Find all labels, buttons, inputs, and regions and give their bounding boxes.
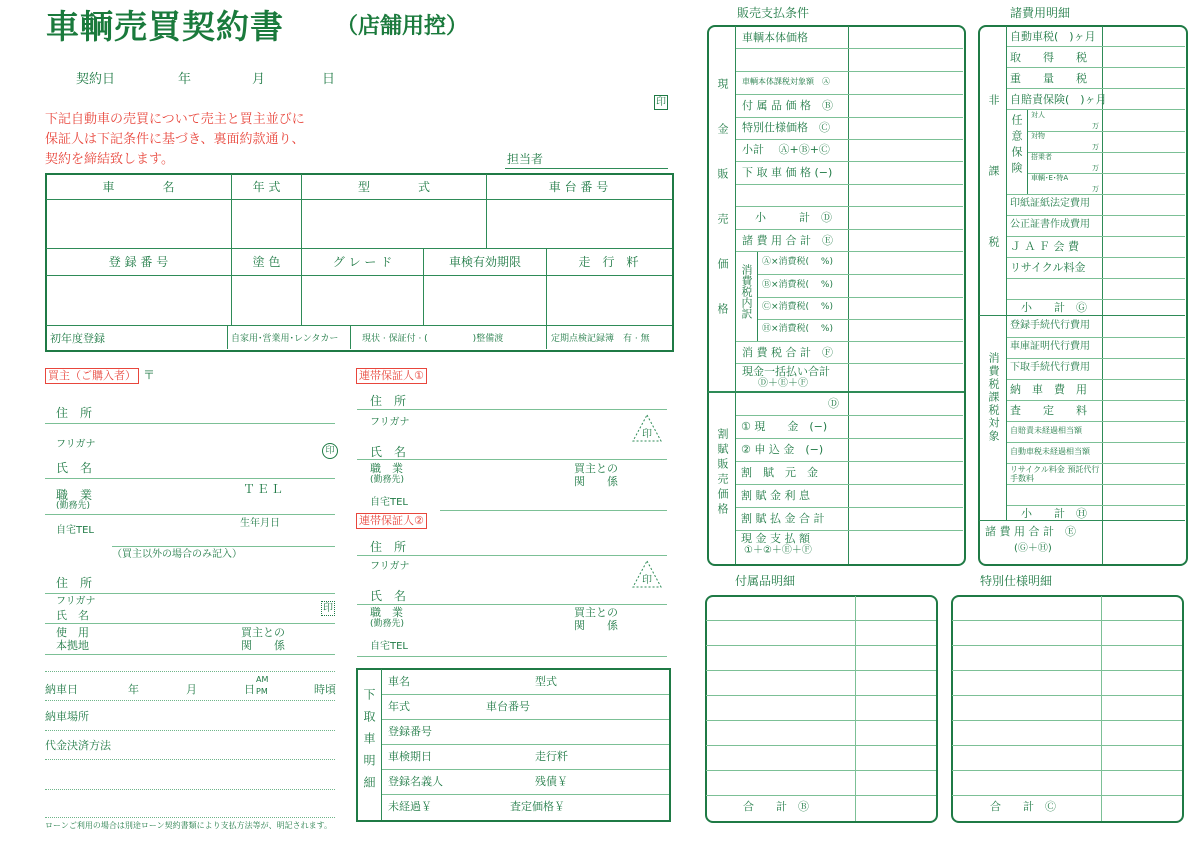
accessories-title: 付属品明細: [735, 574, 796, 588]
user-base-label-1: 使 用: [56, 626, 89, 639]
postal-mark: 〒: [143, 368, 156, 382]
guarantor1-furigana-label: フリガナ: [370, 417, 410, 428]
subtotal-d-label: 小 計 Ⓓ: [755, 211, 832, 224]
tradein-car-name-label: 車名: [388, 675, 410, 688]
buyer-name-line[interactable]: [45, 478, 335, 479]
field-grade[interactable]: [303, 277, 422, 324]
usage-type-options[interactable]: 自家用･営業用･レンタカー: [231, 334, 339, 344]
installment-deposit-label: ② 申 込 金 (−): [741, 443, 824, 456]
delivery-date-label: 納車日: [45, 683, 78, 696]
buyer-furigana-label: フリガナ: [56, 439, 96, 450]
divider: [45, 730, 335, 731]
user-address-line[interactable]: [45, 593, 335, 594]
accessory-price-label: 付 属 品 価 格 Ⓑ: [742, 99, 833, 112]
guarantor2-relation-label-2: 関 係: [574, 619, 618, 632]
contract-date-label: 契約日: [76, 72, 116, 87]
buyer-address-line[interactable]: [45, 423, 335, 424]
cash-payment-label: 現 金 支 払 額: [741, 532, 810, 545]
buyer-home-tel-line[interactable]: [112, 546, 335, 547]
header-model-type: 型 式: [357, 180, 430, 194]
guarantor2-home-tel-label: 自宅TEL: [370, 641, 408, 652]
accessories-entry-area[interactable]: [707, 597, 932, 794]
installment-interest-label: 割 賦 金 利 息: [741, 489, 810, 502]
delivery-year[interactable]: 年: [128, 683, 139, 696]
divider: [1006, 26, 1007, 316]
user-relation-label-1: 買主との: [241, 626, 285, 639]
insurance-property-unit: 万: [1092, 143, 1099, 151]
notice-line: 契約を締結致します。: [45, 152, 174, 167]
subtotal-h-label: 小 計 Ⓗ: [1021, 507, 1087, 520]
delivery-fee-label: 納 車 費 用: [1010, 383, 1087, 396]
delivery-day[interactable]: 日: [244, 683, 255, 696]
user-name-label: 氏 名: [56, 609, 89, 622]
buyer-home-tel-label: 自宅TEL: [56, 525, 94, 536]
recycling-fee-label: リサイクル料金: [1010, 261, 1086, 274]
payment-method-label: 代金決済方法: [45, 739, 111, 752]
stamp-fees-label: 印紙証紙法定費用: [1010, 198, 1090, 209]
notary-fee-label: 公正証書作成費用: [1010, 219, 1090, 230]
guarantor1-tag: 連帯保証人①: [356, 368, 427, 384]
delivery-time-label: 時頃: [314, 683, 336, 696]
divider: [46, 275, 672, 276]
contract-date-year[interactable]: 年: [178, 72, 192, 87]
guarantor1-home-tel-line[interactable]: [440, 510, 667, 511]
header-inspection-expiry: 車検有効期限: [448, 255, 521, 269]
svg-text:印: 印: [642, 429, 652, 440]
tradein-table: [356, 668, 671, 822]
tradein-procedure-fee-label: 下取手続代行費用: [1010, 362, 1090, 373]
divider: [46, 248, 672, 249]
delivery-month[interactable]: 月: [186, 683, 197, 696]
insurance-bodily-label: 対人: [1031, 111, 1045, 119]
guarantor2-name-label: 氏 名: [370, 589, 407, 603]
user-seal-box: 印: [323, 603, 333, 614]
tradein-price-label: 下 取 車 価 格 (−): [742, 166, 833, 179]
guarantor2-seal-icon: [632, 560, 662, 588]
installment-total-label: 割 賦 払 金 合 計: [741, 512, 825, 525]
guarantor1-seal-icon: [632, 414, 662, 442]
user-section-note: （買主以外の場合のみ記入）: [112, 549, 242, 560]
vehicle-base-price-label: 車輌本体価格: [742, 31, 808, 44]
guarantor2-relation-label-1: 買主との: [574, 606, 618, 619]
vehicle-taxable-amount-label: 車輌本体課税対象額 Ⓐ: [742, 77, 830, 86]
cash-price-side-label: 現金販売価格: [716, 78, 729, 348]
notice-line: 下記自動車の売買について売主と買主並びに: [45, 112, 305, 127]
tradein-unexpired-label: 未経過￥: [388, 800, 432, 813]
divider: [45, 759, 335, 760]
acquisition-tax-label: 取 得 税: [1010, 51, 1087, 64]
guarantor2-tag: 連帯保証人②: [356, 513, 427, 529]
tradein-registration-label: 登録番号: [388, 725, 432, 738]
divider: [227, 325, 228, 349]
divider: [382, 769, 669, 770]
guarantor1-occupation-label: 職 業: [370, 462, 403, 475]
guarantor1-address-line[interactable]: [357, 409, 667, 410]
buyer-workplace-label: (勤務先): [56, 501, 91, 511]
buyer-seal-icon: 印: [322, 443, 338, 459]
divider: [382, 794, 669, 795]
appraisal-fee-label: 査 定 料: [1010, 404, 1087, 417]
first-registration-label: 初年度登録: [50, 332, 105, 345]
special-spec-total-label: 合 計 Ⓒ: [990, 800, 1056, 813]
buyer-tel-label: ＴＥＬ: [243, 482, 286, 496]
delivery-pm[interactable]: PM: [256, 687, 268, 696]
field-car-name[interactable]: [47, 201, 230, 247]
seller-stamp-box: 印: [656, 97, 666, 108]
cash-payment-formula: ①＋②＋Ⓔ＋Ⓕ: [744, 545, 812, 556]
installment-cash-label: ① 現 金 (−): [741, 420, 828, 433]
insurance-vehicle-unit: 万: [1092, 185, 1099, 193]
tax-b-label: Ⓑ×消費税( %): [762, 280, 833, 290]
taxable-side-label: 消費税課税対象: [987, 352, 1000, 443]
guarantor2-name-line[interactable]: [357, 604, 667, 605]
guarantor2-home-tel-line[interactable]: [357, 656, 667, 657]
guarantor1-address-label: 住 所: [370, 394, 407, 408]
user-relation-label-2: 関 係: [241, 639, 285, 652]
insurance-passenger-unit: 万: [1092, 164, 1099, 172]
tradein-model-label: 型式: [535, 675, 557, 688]
nontax-side-label: 非課税: [987, 94, 1000, 307]
divider: [546, 325, 547, 349]
delivery-am[interactable]: AM: [256, 675, 269, 684]
guarantor1-relation-label-1: 買主との: [574, 462, 618, 475]
guarantor1-name-line[interactable]: [357, 459, 667, 460]
registration-fee-label: 登録手続代行費用: [1010, 320, 1090, 331]
guarantor2-occupation-label: 職 業: [370, 606, 403, 619]
cash-total-label: 現金一括払い合計: [742, 365, 830, 378]
tradein-side-label: 下取車明細: [362, 688, 376, 798]
tax-a-label: Ⓐ×消費税( %): [762, 257, 833, 267]
divider: [1006, 316, 1007, 520]
contract-date-day[interactable]: 日: [322, 72, 336, 87]
guarantor2-address-label: 住 所: [370, 540, 407, 554]
user-address-label: 住 所: [56, 576, 93, 590]
divider: [46, 199, 672, 200]
tradein-year-label: 年式: [388, 700, 410, 713]
recycling-deposit-fee-label: リサイクル料金 預託代行手数料: [1010, 465, 1100, 483]
auto-tax-label: 自動車税( )ヶ月: [1010, 30, 1096, 43]
tradein-mileage-label: 走行粁: [535, 750, 568, 763]
maintenance-record-options[interactable]: 定期点検記録簿 有 · 無: [551, 334, 650, 344]
sales-terms-value-column[interactable]: [850, 27, 960, 560]
divider: [45, 817, 335, 818]
staff-underline[interactable]: [505, 168, 668, 169]
buyer-occupation-line[interactable]: [45, 514, 335, 515]
guarantor2-furigana-label: フリガナ: [370, 561, 410, 572]
tradein-chassis-label: 車台番号: [486, 700, 530, 713]
buyer-birthdate-label: 生年月日: [240, 518, 280, 529]
guarantor1-name-label: 氏 名: [370, 445, 407, 459]
tradein-appraisal-label: 査定価格￥: [510, 800, 565, 813]
cash-total-formula: Ⓓ＋Ⓔ＋Ⓕ: [758, 378, 808, 389]
divider: [45, 700, 335, 701]
garage-cert-fee-label: 車庫証明代行費用: [1010, 341, 1090, 352]
divider: [45, 671, 335, 672]
fees-value-column[interactable]: [1104, 27, 1182, 560]
auto-tax-unexpired-label: 自動車税未経過相当額: [1010, 447, 1090, 456]
tradein-owner-label: 登録名義人: [388, 775, 443, 788]
header-mileage: 走 行 粁: [578, 255, 639, 269]
header-grade: グ レ ー ド: [332, 255, 393, 269]
tradein-inspection-label: 車検期日: [388, 750, 432, 763]
divider: [706, 795, 936, 796]
tax-h-label: Ⓗ×消費税( %): [762, 324, 833, 334]
header-model-year: 年 式: [252, 180, 281, 194]
installment-principal-label: 割 賦 元 金: [741, 466, 818, 479]
divider: [350, 325, 351, 349]
field-paint-color[interactable]: [233, 277, 300, 324]
voluntary-insurance-side-label: 任意保険: [1010, 114, 1023, 178]
divider: [45, 789, 335, 790]
tax-total-f-label: 消 費 税 合 計 Ⓕ: [742, 346, 833, 359]
user-name-line[interactable]: [45, 623, 335, 624]
field-inspection-expiry[interactable]: [425, 277, 545, 324]
special-spec-title: 特別仕様明細: [980, 574, 1053, 588]
installment-d-label: Ⓓ: [828, 397, 839, 410]
subtotal-g-label: 小 計 Ⓖ: [1021, 301, 1087, 314]
guarantor1-workplace-label: (勤務先): [370, 475, 405, 485]
header-registration-number: 登 録 番 号: [108, 255, 169, 269]
tax-breakdown-side-label: 消費税内訳: [740, 264, 753, 319]
user-base-line[interactable]: [45, 654, 335, 655]
field-model-type[interactable]: [303, 201, 485, 247]
special-spec-price-label: 特別仕様価格 Ⓒ: [742, 121, 830, 134]
divider: [382, 694, 669, 695]
header-chassis-number: 車 台 番 号: [548, 180, 609, 194]
fees-title: 諸費用明細: [1010, 6, 1071, 20]
user-furigana-label: フリガナ: [56, 596, 96, 607]
user-base-label-2: 本拠地: [56, 639, 89, 652]
guarantor2-address-line[interactable]: [357, 555, 667, 556]
fees-total-formula: (Ⓖ＋Ⓗ): [1014, 543, 1052, 554]
compulsory-insurance-label: 自賠責保険( )ヶ月: [1010, 93, 1107, 106]
loan-note: ローンご利用の場合は別途ローン契約書類により支払方法等が、明記されます。: [45, 821, 333, 830]
guarantor1-relation-label-2: 関 係: [574, 475, 618, 488]
header-paint-color: 塗 色: [252, 255, 281, 269]
guarantor2-workplace-label: (勤務先): [370, 619, 405, 629]
insurance-vehicle-label: 車輌･E･特A: [1031, 174, 1069, 182]
fees-total-e-label: 諸 費 用 合 計 Ⓔ: [742, 234, 833, 247]
buyer-address-label: 住 所: [56, 406, 93, 420]
header-car-name: 車 名: [102, 180, 175, 194]
guarantor1-home-tel-label: 自宅TEL: [370, 497, 408, 508]
tax-c-label: Ⓒ×消費税( %): [762, 302, 833, 312]
field-registration-number[interactable]: [47, 277, 230, 324]
document-title: 車輌売買契約書: [46, 7, 284, 46]
accessories-total-label: 合 計 Ⓑ: [743, 800, 809, 813]
insurance-property-label: 対物: [1031, 132, 1045, 140]
sales-terms-title: 販売支払条件: [737, 6, 810, 20]
field-mileage[interactable]: [548, 277, 669, 324]
field-chassis-number[interactable]: [488, 201, 669, 247]
divider: [952, 795, 1182, 796]
compulsory-insurance-unexpired-label: 自賠責未経過相当額: [1010, 426, 1082, 435]
insurance-bodily-unit: 万: [1092, 122, 1099, 130]
buyer-tag: 買主（ご購入者）: [45, 368, 139, 384]
staff-label: 担当者: [507, 152, 544, 166]
insurance-passenger-label: 搭乗者: [1031, 153, 1052, 161]
condition-options[interactable]: 現状 · 保証付 · ( )整備渡: [362, 334, 504, 344]
fees-total-label: 諸 費 用 合 計 Ⓔ: [985, 525, 1076, 538]
jaf-fee-label: Ｊ Ａ Ｆ 会 費: [1010, 240, 1079, 253]
notice-line: 保証人は下記条件に基づき、裏面約款通り、: [45, 132, 305, 147]
contract-notice: [45, 110, 305, 170]
subtotal-abc-label: 小計 Ⓐ+Ⓑ+Ⓒ: [742, 143, 830, 156]
divider: [46, 325, 672, 326]
installment-side-label: 割賦販売価格: [716, 428, 729, 518]
delivery-place-label: 納車場所: [45, 710, 89, 723]
contract-date-month[interactable]: 月: [252, 72, 266, 87]
divider: [382, 719, 669, 720]
document-subtitle: （店舗用控）: [336, 14, 469, 39]
special-spec-entry-area[interactable]: [953, 597, 1178, 794]
divider: [382, 744, 669, 745]
buyer-name-label: 氏 名: [56, 461, 93, 475]
field-model-year[interactable]: [233, 201, 300, 247]
tradein-remaining-debt-label: 残債￥: [535, 775, 568, 788]
weight-tax-label: 重 量 税: [1010, 72, 1087, 85]
svg-text:印: 印: [642, 575, 652, 586]
buyer-occupation-label: 職 業: [56, 488, 93, 502]
